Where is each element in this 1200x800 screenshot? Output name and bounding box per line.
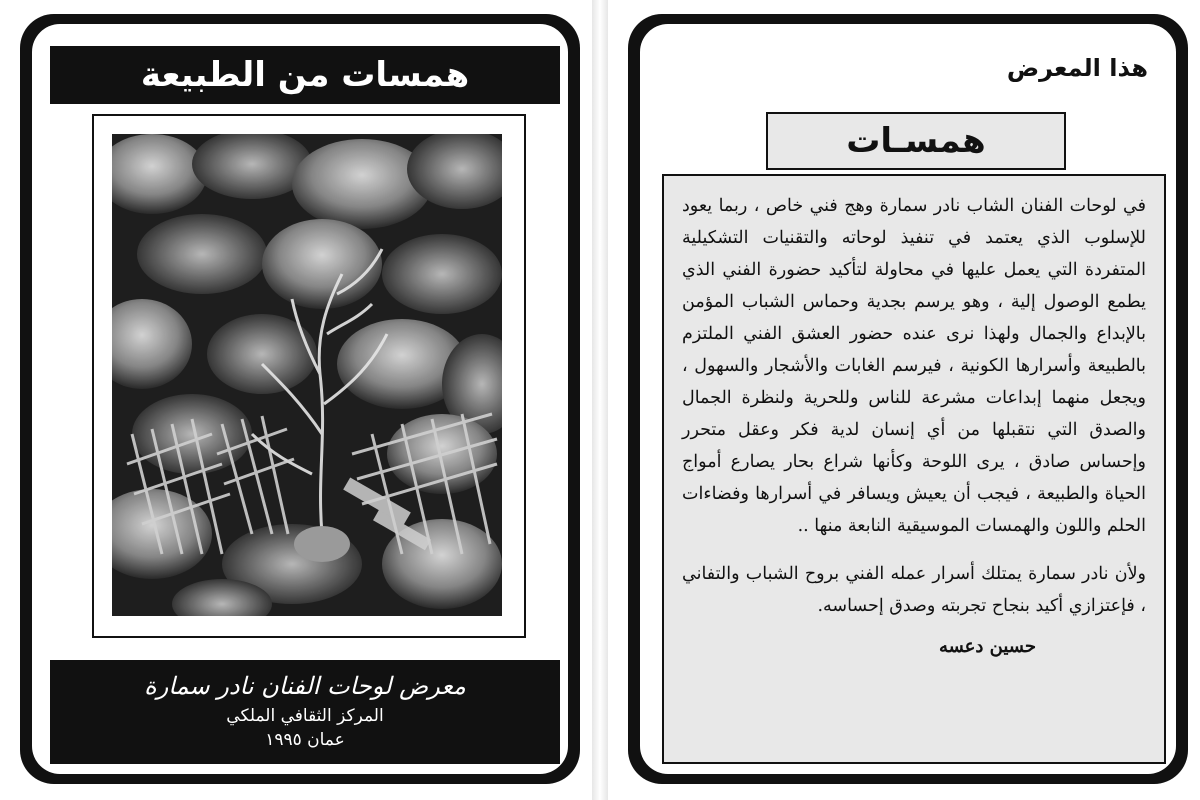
author-signature: حسين دعسه xyxy=(938,636,1036,657)
city-year: عمان ١٩٩٥ xyxy=(265,730,345,750)
cover-inner xyxy=(32,24,568,774)
artwork-image xyxy=(112,134,502,616)
cover-title: همسات من الطبيعة xyxy=(50,46,560,104)
page-fold xyxy=(592,0,608,800)
venue-name: المركز الثقافي الملكي xyxy=(226,706,384,726)
text-inner xyxy=(640,24,1176,774)
exhibition-title: معرض لوحات الفنان نادر سمارة xyxy=(144,672,466,700)
paragraph-1: في لوحات الفنان الشاب نادر سمارة وهج فني خاص ، ربما يعود للإسلوب الذي يعتمد في تنفيذ لوحاته والتقنيات التشكيلية المتفردة التي يعمل عليها في محاولة لتأكيد حضورة الفني الذي يطمع الوصول إلية ، وهو يرسم بجدية وحماس الشباب المؤمن بالإبداع والجمال ولهذا نرى عنده حضور العشق الفني الملتزم بالطبيعة وأسرارها الكونية ، فيرسم الغابات والأشجار والسهول ، ويجعل منهما إبداعات مشرعة للناس وللحرية ولنظرة الجمال والصدق التي نتقبلها من أي إنسان لدية فكر وعقل متحرر وإحساس صادق ، يرى اللوحة وكأنها شراع بحار يصارع أمواج الحياة والطبيعة ، فيجب أن يعيش ويسافر في أسرارها وفضاءات الحلم واللون والهمسات الموسيقية النابعة منها .. xyxy=(682,196,1146,536)
artwork-frame xyxy=(92,114,526,638)
box-title: همسـات xyxy=(766,112,1066,170)
cover-info xyxy=(50,660,560,764)
paragraph-2: ولأن نادر سمارة يمتلك أسرار عمله الفني بروح الشباب والتفاني ، فإعتزازي أكيد بنجاح تجربته وصدق إحساسه. xyxy=(682,564,1146,616)
text-page xyxy=(628,14,1188,784)
artwork-illustration xyxy=(112,134,502,616)
body-text-box xyxy=(662,174,1166,764)
page-heading: هذا المعرض xyxy=(1006,54,1148,82)
cover-page xyxy=(20,14,580,784)
